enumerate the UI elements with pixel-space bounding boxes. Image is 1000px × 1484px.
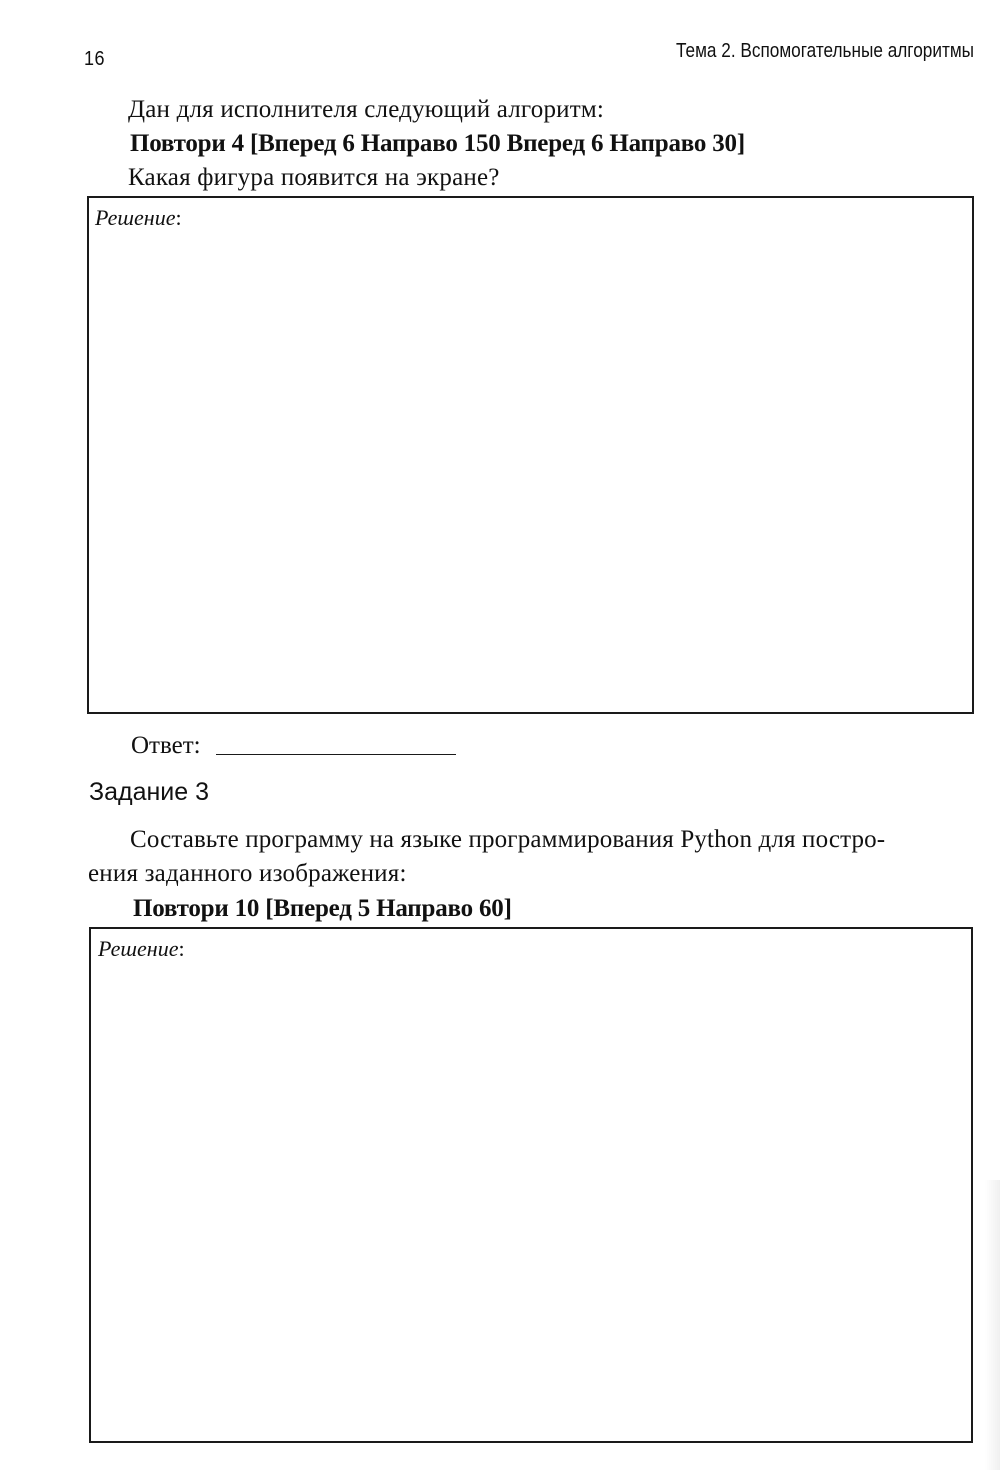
solution-label-colon: :	[178, 936, 185, 961]
page-number: 16	[84, 48, 105, 70]
solution-label	[95, 207, 182, 229]
task-algorithm: Повтори 10 [Вперед 5 Направо 60]	[133, 895, 512, 922]
exercise-question: Какая фигура появится на экране?	[128, 164, 500, 191]
solution-label-text: Решение	[98, 936, 179, 961]
scan-edge-shadow	[985, 1180, 1000, 1470]
solution-label-text: Решение	[95, 205, 176, 230]
solution-box-task3[interactable]	[89, 927, 973, 1443]
answer-blank-line[interactable]	[216, 754, 456, 755]
solution-label	[98, 938, 185, 960]
task-text-line1: Составьте программу на языке программирования Python для постро-	[130, 826, 886, 853]
answer-label: Ответ:	[131, 732, 201, 759]
solution-label-colon: :	[175, 205, 182, 230]
task-text-line2: ения заданного изображения:	[88, 860, 407, 887]
task-heading: Задание 3	[89, 778, 210, 806]
running-header: Тема 2. Вспомогательные алгоритмы	[676, 40, 975, 62]
exercise-intro: Дан для исполнителя следующий алгоритм:	[128, 96, 605, 123]
solution-box-exercise[interactable]	[87, 196, 974, 714]
exercise-algorithm: Повтори 4 [Вперед 6 Направо 150 Вперед 6 Направо 30]	[130, 130, 745, 157]
